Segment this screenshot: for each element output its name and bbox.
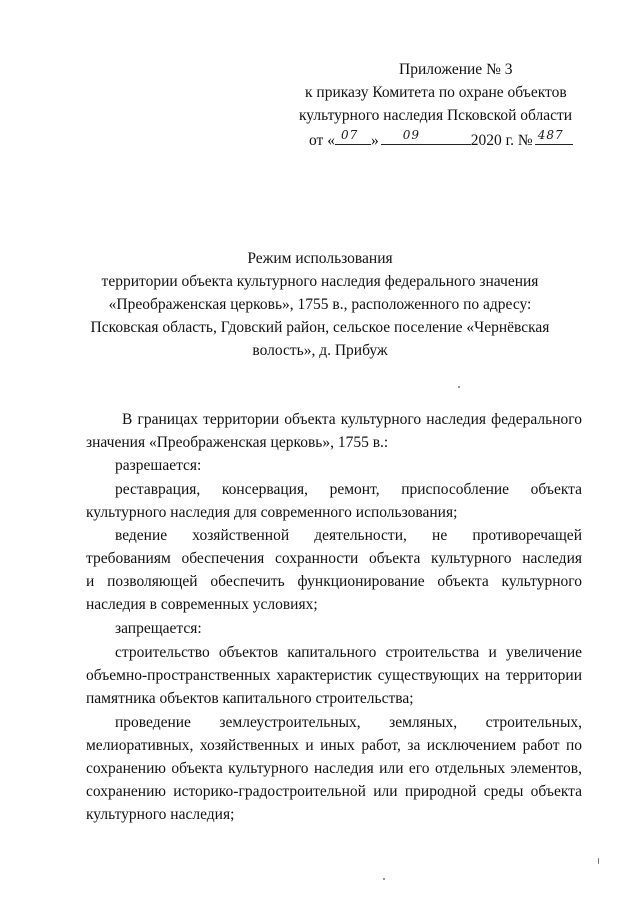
month-blank	[381, 130, 471, 145]
title-line-2: территории объекта культурного наследия федерального значения	[101, 273, 539, 290]
body-paragraph-1-line-2: значения «Преображенская церковь», 1755 в.:	[86, 434, 389, 451]
handwritten-number: 487	[537, 128, 564, 142]
forbidden-heading: запрещается:	[115, 620, 202, 637]
body-paragraph-4-line-3: памятника объектов капитального строительства;	[86, 690, 414, 707]
body-paragraph-3-line-2: требованиям обеспечения сохранности объекта культурного наследия	[86, 550, 582, 567]
body-paragraph-5-line-2: мелиоративных, хозяйственных и иных работ, за исключением работ по	[86, 737, 582, 754]
handwritten-month: 09	[402, 128, 420, 142]
number-blank	[535, 130, 573, 145]
body-paragraph-4-line-2: объемно-пространственных характеристик существующих на территории	[86, 667, 582, 684]
handwritten-day: 07	[340, 128, 359, 142]
body-paragraph-3-line-4: наследия в современных условиях;	[86, 596, 318, 613]
scan-speck	[458, 386, 460, 388]
body-paragraph-1-line-1: В границах территории объекта культурного наследия федерального	[122, 411, 582, 428]
allowed-heading: разрешается:	[115, 457, 202, 474]
scan-speck	[383, 878, 385, 880]
body-paragraph-3-line-1: ведение хозяйственной деятельности, не противоречащей	[115, 527, 582, 544]
body-paragraph-2-line-1: реставрация, консервация, ремонт, приспособление объекта	[115, 481, 582, 498]
date-mid-quote: »	[370, 132, 379, 149]
title-line-5: волость», д. Прибуж	[252, 342, 388, 359]
appendix-date-line	[309, 130, 573, 150]
body-paragraph-5-line-1: проведение землеустроительных, земляных, строительных,	[115, 714, 582, 731]
date-prefix: от «	[309, 132, 335, 149]
body-paragraph-5-line-4: сохранению историко-градостроительной или природной среды объекта	[86, 783, 582, 800]
body-paragraph-2-line-2: культурного наследия для современного использования;	[86, 504, 458, 521]
scan-speck	[598, 858, 599, 864]
title-line-4: Псковская область, Гдовский район, сельское поселение «Чернёвская	[90, 319, 550, 336]
appendix-title: Приложение № 3	[399, 61, 513, 78]
title-line-3: «Преображенская церковь», 1755 в., расположенного по адресу:	[108, 296, 532, 313]
appendix-committee-line: культурного наследия Псковской области	[299, 107, 573, 124]
date-year-and-number-label: 2020 г. №	[470, 132, 533, 149]
title-line-1: Режим использования	[247, 250, 393, 267]
body-paragraph-3-line-3: и позволяющей обеспечить функционирование объекта культурного	[86, 573, 582, 590]
body-paragraph-5-line-3: сохранению объекта культурного наследия или его отдельных элементов,	[86, 760, 582, 777]
body-paragraph-4-line-1: строительство объектов капитального строительства и увеличение	[115, 644, 582, 661]
day-blank	[335, 130, 371, 145]
body-paragraph-5-line-5: культурного наследия;	[86, 806, 235, 823]
appendix-order-line: к приказу Комитета по охране объектов	[305, 84, 567, 101]
